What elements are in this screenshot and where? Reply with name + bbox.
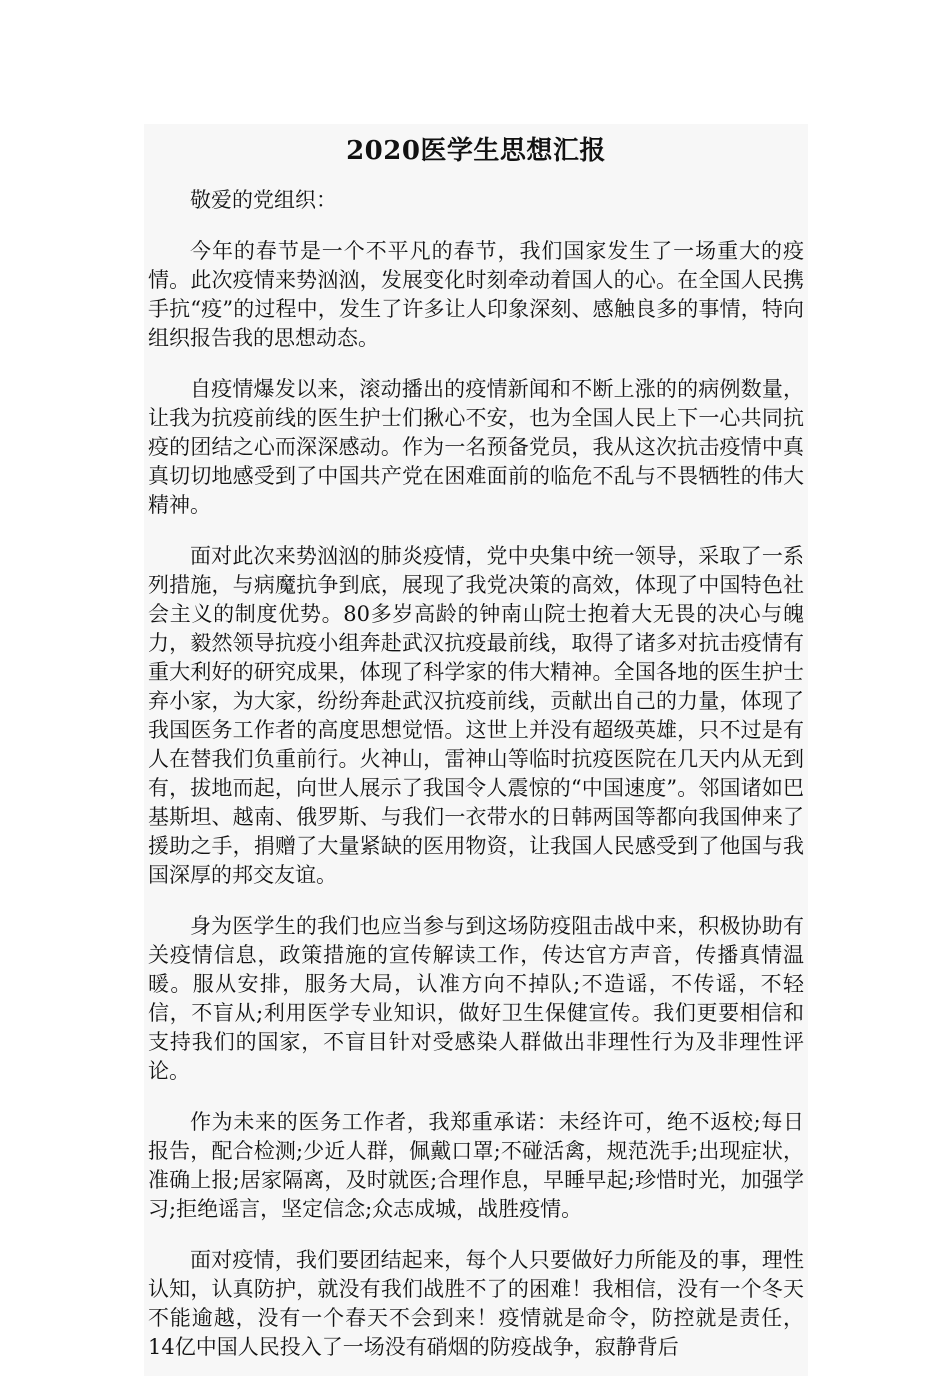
paragraph-4: 身为医学生的我们也应当参与到这场防疫阻击战中来，积极协助有关疫情信息，政策措施的宣传解读工作，传达官方声音，传播真情温暖。服从安排，服务大局，认准方向不掉队;不造谣，不传谣，不轻信，不盲从;利用医学专业知识，做好卫生保健宣传。我们更要相信和支持我们的国家，不盲目针对受感染人群做出非理性行为及非理性评论。 [148,914,804,1083]
paragraph-band-6 [144,1238,808,1376]
paragraph-band-5 [144,1100,808,1238]
title-band [144,124,808,180]
paragraph-5: 作为未来的医务工作者，我郑重承诺：未经许可，绝不返校;每日报告，配合检测;少近人群，佩戴口罩;不碰活禽，规范洗手;出现症状，准确上报;居家隔离，及时就医;合理作息，早睡早起;珍惜时光，加强学习;拒绝谣言，坚定信念;众志成城，战胜疫情。 [148,1110,804,1221]
salutation-band [144,180,808,229]
paragraph-band-2 [144,367,808,534]
paragraph-3: 面对此次来势汹汹的肺炎疫情，党中央集中统一领导，采取了一系列措施，与病魔抗争到底，展现了我党决策的高效，体现了中国特色社会主义的制度优势。80多岁高龄的钟南山院士抱着大无畏的决心与魄力，毅然领导抗疫小组奔赴武汉抗疫最前线，取得了诸多对抗击疫情有重大利好的研究成果，体现了科学家的伟大精神。全国各地的医生护士弃小家，为大家，纷纷奔赴武汉抗疫前线，贡献出自己的力量，体现了我国医务工作者的高度思想觉悟。这世上并没有超级英雄，只不过是有人在替我们负重前行。火神山，雷神山等临时抗疫医院在几天内从无到有，拔地而起，向世人展示了我国令人震惊的“中国速度”。邻国诸如巴基斯坦、越南、俄罗斯、与我们一衣带水的日韩两国等都向我国伸来了援助之手，捐赠了大量紧缺的医用物资，让我国人民感受到了他国与我国深厚的邦交友谊。 [148,544,804,887]
paragraph-1: 今年的春节是一个不平凡的春节，我们国家发生了一场重大的疫情。此次疫情来势汹汹，发展变化时刻牵动着国人的心。在全国人民携手抗“疫”的过程中，发生了许多让人印象深刻、感触良多的事情，特向组织报告我的思想动态。 [148,239,804,350]
paragraph-2: 自疫情爆发以来，滚动播出的疫情新闻和不断上涨的的病例数量，让我为抗疫前线的医生护士们揪心不安，也为全国人民上下一心共同抗疫的团结之心而深深感动。作为一名预备党员，我从这次抗击疫情中真真切切地感受到了中国共产党在困难面前的临危不乱与不畏牺牲的伟大精神。 [148,377,804,517]
paragraph-band-1 [144,229,808,367]
salutation: 敬爱的党组织： [190,188,337,212]
paragraph-band-3 [144,534,808,904]
paragraph-6: 面对疫情，我们要团结起来，每个人只要做好力所能及的事，理性认知，认真防护，就没有我们战胜不了的困难！我相信，没有一个冬天不能逾越，没有一个春天不会到来！疫情就是命令，防控就是责任，14亿中国人民投入了一场没有硝烟的防疫战争，寂静背后 [148,1248,804,1359]
document-page [144,124,808,1359]
document-title: 2020医学生思想汇报 [346,136,606,166]
paragraph-band-4 [144,904,808,1100]
